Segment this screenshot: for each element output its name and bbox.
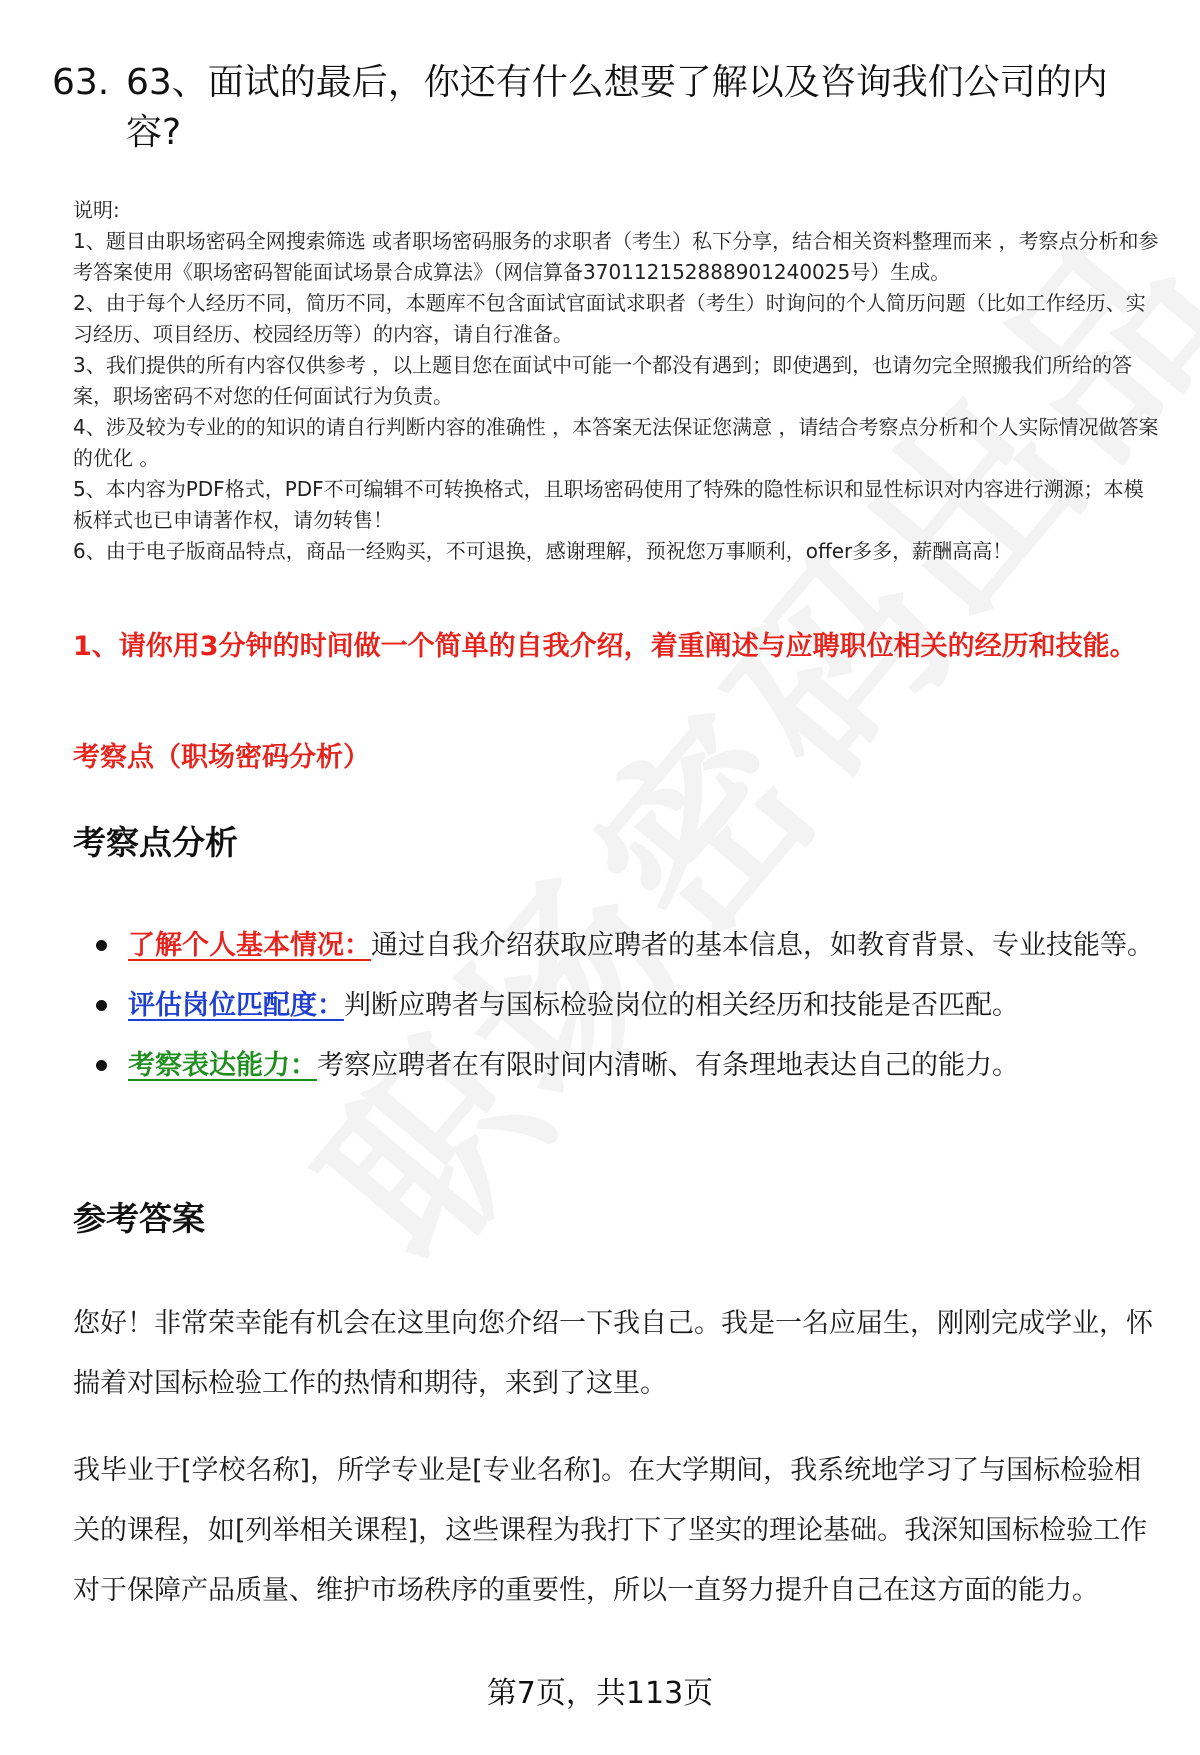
question-number: 63. [52, 62, 110, 103]
interview-question-title: 1、请你用3分钟的时间做一个简单的自我介绍，着重阐述与应聘职位相关的经历和技能。 [73, 631, 1137, 662]
note-item: 2、由于每个人经历不同，简历不同，本题库不包含面试官面试求职者（考生）时询问的个人简历问题（比如工作经历、实习经历、项目经历、校园经历等）的内容，请自行准备。 [73, 291, 1146, 346]
analysis-point [96, 916, 1166, 976]
point-key: 考察表达能力： [128, 1050, 317, 1081]
answer-paragraph: 您好！非常荣幸能有机会在这里向您介绍一下我自己。我是一名应届生，刚刚完成学业，怀揣着对国标检验工作的热情和期待，来到了这里。 [73, 1308, 1153, 1399]
point-text: 判断应聘者与国标检验岗位的相关经历和技能是否匹配。 [344, 990, 1019, 1021]
note-item: 1、题目由职场密码全网搜索筛选 或者职场密码服务的求职者（考生）私下分享，结合相关资料整理而来 ，考察点分析和参考答案使用《职场密码智能面试场景合成算法》（网信算备370112152888901240025号）生成。 [73, 229, 1159, 284]
analysis-subtitle: 考察点（职场密码分析） [73, 742, 370, 773]
point-key: 了解个人基本情况： [128, 930, 371, 961]
question-heading [52, 58, 1162, 158]
note-item: 5、本内容为PDF格式，PDF不可编辑不可转换格式，且职场密码使用了特殊的隐性标识和显性标识对内容进行溯源；本模板样式也已申请著作权，请勿转售！ [73, 477, 1144, 532]
bullet-icon [96, 1000, 107, 1011]
bullet-icon [96, 1060, 107, 1071]
page-number: 第7页，共113页 [486, 1676, 714, 1711]
notes-label: 说明: [73, 198, 120, 222]
bullet-icon [96, 940, 107, 951]
analysis-heading: 考察点分析 [73, 823, 238, 862]
note-item: 6、由于电子版商品特点，商品一经购买，不可退换，感谢理解，预祝您万事顺利，offer多多，薪酬高高！ [73, 539, 1013, 563]
note-item: 4、涉及较为专业的的知识的请自行判断内容的准确性 ，本答案无法保证您满意 ，请结合考察点分析和个人实际情况做答案的优化 。 [73, 415, 1159, 470]
point-text: 考察应聘者在有限时间内清晰、有条理地表达自己的能力。 [317, 1050, 1019, 1081]
answer-heading: 参考答案 [73, 1199, 205, 1238]
question-text: 63、面试的最后，你还有什么想要了解以及咨询我们公司的内容? [126, 62, 1108, 153]
answer-paragraph: 我毕业于[学校名称]，所学专业是[专业名称]。在大学期间，我系统地学习了与国标检验相关的课程，如[列举相关课程]，这些课程为我打下了坚实的理论基础。我深知国标检验工作对于保障产品质量、维护市场秩序的重要性，所以一直努力提升自己在这方面的能力。 [73, 1455, 1148, 1606]
point-text: 通过自我介绍获取应聘者的基本信息，如教育背景、专业技能等。 [371, 930, 1154, 961]
analysis-point [96, 976, 1166, 1036]
point-key: 评估岗位匹配度： [128, 990, 344, 1021]
disclaimer-notes [73, 195, 1163, 567]
note-item: 3、我们提供的所有内容仅供参考 ，以上题目您在面试中可能一个都没有遇到；即使遇到，也请勿完全照搬我们所给的答案，职场密码不对您的任何面试行为负责。 [73, 353, 1133, 408]
analysis-points [96, 916, 1166, 1096]
analysis-point [96, 1036, 1166, 1096]
